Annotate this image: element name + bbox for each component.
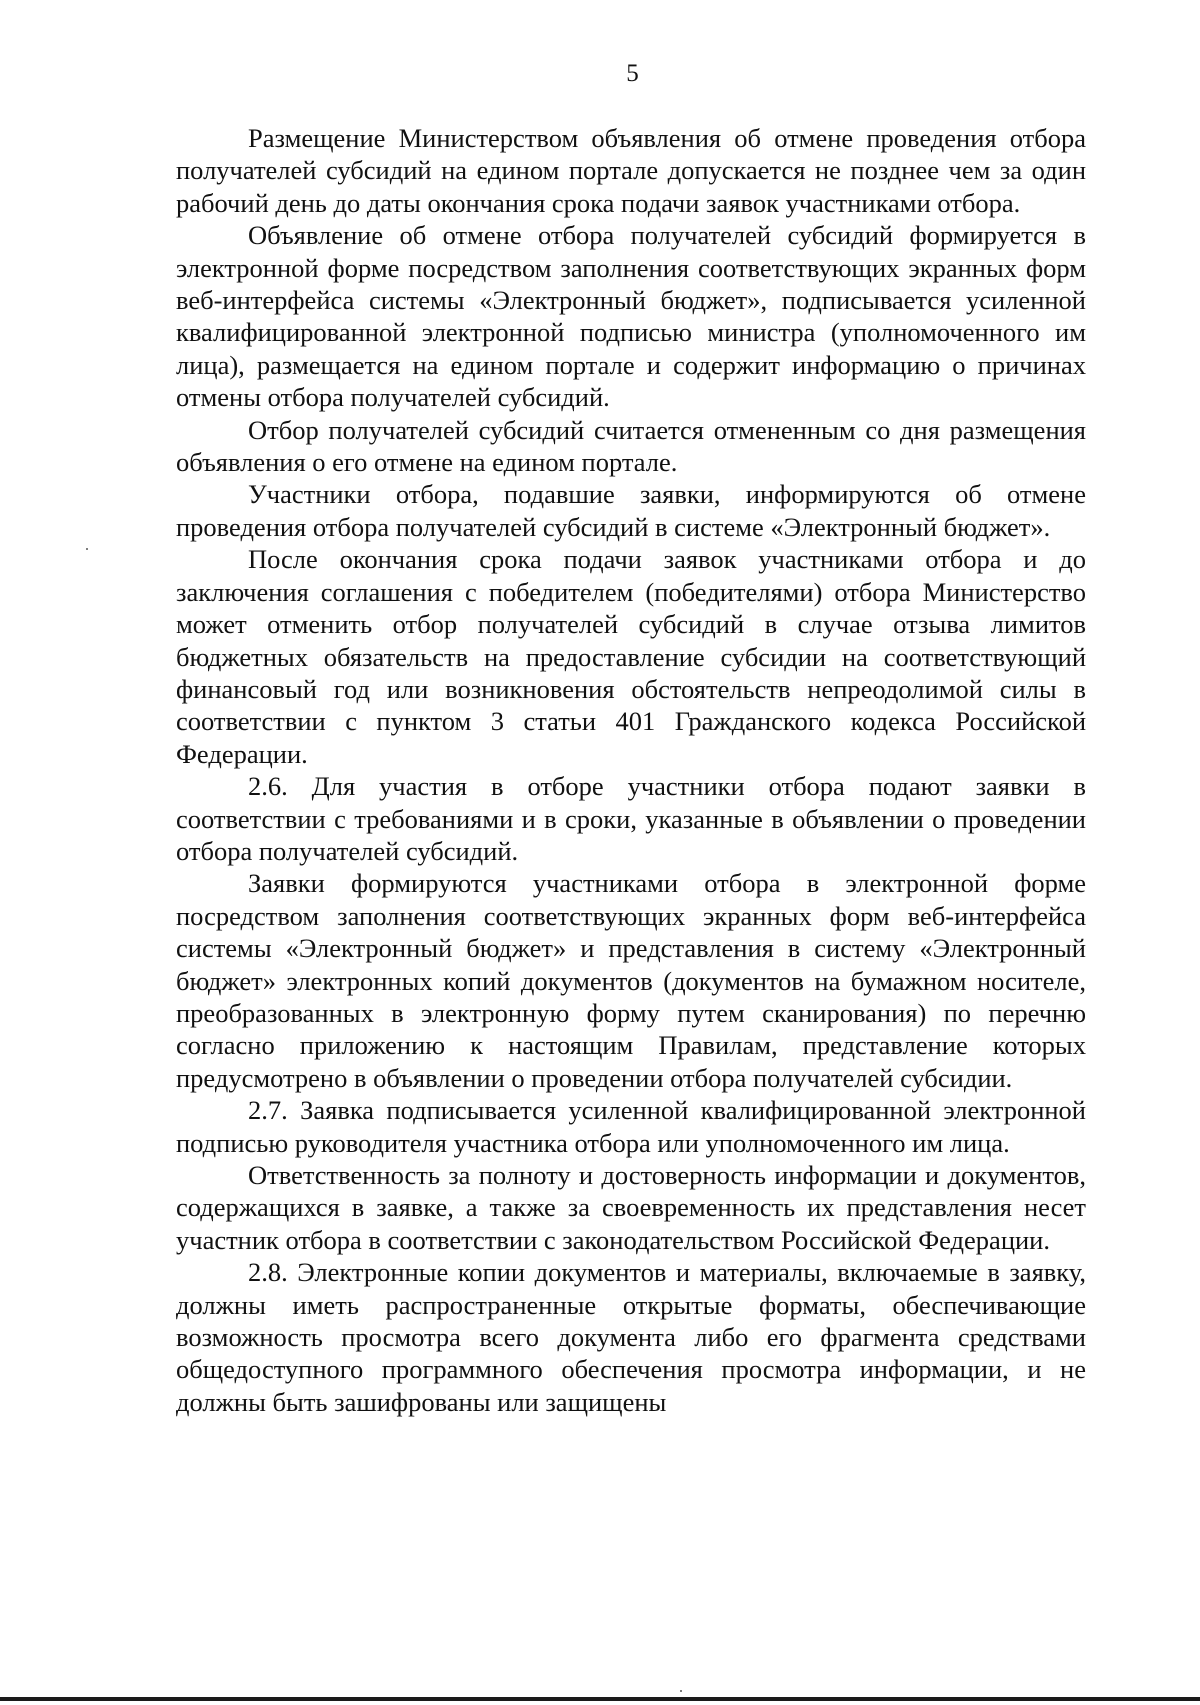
- paragraph-cancellation-notice: Объявление об отмене отбора получателей субсидий формируется в электронной форме посредством заполнения соответствующих экранных форм веб-интерфейса системы «Электронный бюджет», подписывается усиленной квалифицированной электронной подписью министра (уполномоченного им лица), размещается на едином портале и содержит информацию о причинах отмены отбора получателей субсидий.: [176, 220, 1086, 413]
- page-number: 5: [626, 60, 639, 87]
- scan-speck: [86, 548, 88, 550]
- paragraph-clause-2-6: 2.6. Для участия в отборе участники отбора подают заявки в соответствии с требованиями и в сроки, указанные в объявлении о проведении отбора получателей субсидий.: [176, 771, 1086, 866]
- paragraph-responsibility: Ответственность за полноту и достоверность информации и документов, содержащихся в заявке, а также за своевременность их представления несет участник отбора в соответствии с законодательством Российской Федерации.: [176, 1160, 1086, 1255]
- paragraph-ministry-may-cancel: После окончания срока подачи заявок участниками отбора и до заключения соглашения с победителем (победителями) отбора Министерство может отменить отбор получателей субсидий в случае отзыва лимитов бюджетных обязательств на предоставление субсидии на соответствующий финансовый год или возникновения обстоятельств непреодолимой силы в соответствии с пунктом 3 статьи 401 Гражданского кодекса Российской Федерации.: [176, 544, 1086, 769]
- document-body: [176, 122, 1086, 1418]
- scan-bottom-edge: [0, 1697, 1200, 1701]
- scan-speck: [680, 1690, 682, 1692]
- paragraph-clause-2-8: 2.8. Электронные копии документов и материалы, включаемые в заявку, должны иметь распространенные открытые форматы, обеспечивающие возможность просмотра всего документа либо его фрагмента средствами общедоступного программного обеспечения просмотра информации, и не должны быть зашифрованы или защищены: [176, 1257, 1086, 1417]
- paragraph-selection-cancelled: Отбор получателей субсидий считается отмененным со дня размещения объявления о его отмене на едином портале.: [176, 414, 1086, 478]
- paragraph-applications-formed: Заявки формируются участниками отбора в электронной форме посредством заполнения соответствующих экранных форм веб-интерфейса системы «Электронный бюджет» и представления в систему «Электронный бюджет» электронных копий документов (документов на бумажном носителе, преобразованных в электронную форму путем сканирования) по перечню согласно приложению к настоящим Правилам, представление которых предусмотрено в объявлении о проведении отбора получателей субсидии.: [176, 868, 1086, 1093]
- paragraph-clause-2-7: 2.7. Заявка подписывается усиленной квалифицированной электронной подписью руководителя участника отбора или уполномоченного им лица.: [176, 1095, 1086, 1158]
- paragraph-participants-informed: Участники отбора, подавшие заявки, информируются об отмене проведения отбора получателей субсидий в системе «Электронный бюджет».: [176, 479, 1086, 542]
- paragraph-cancellation-posting: Размещение Министерством объявления об отмене проведения отбора получателей субсидий на едином портале допускается не позднее чем за один рабочий день до даты окончания срока подачи заявок участниками отбора.: [176, 123, 1086, 218]
